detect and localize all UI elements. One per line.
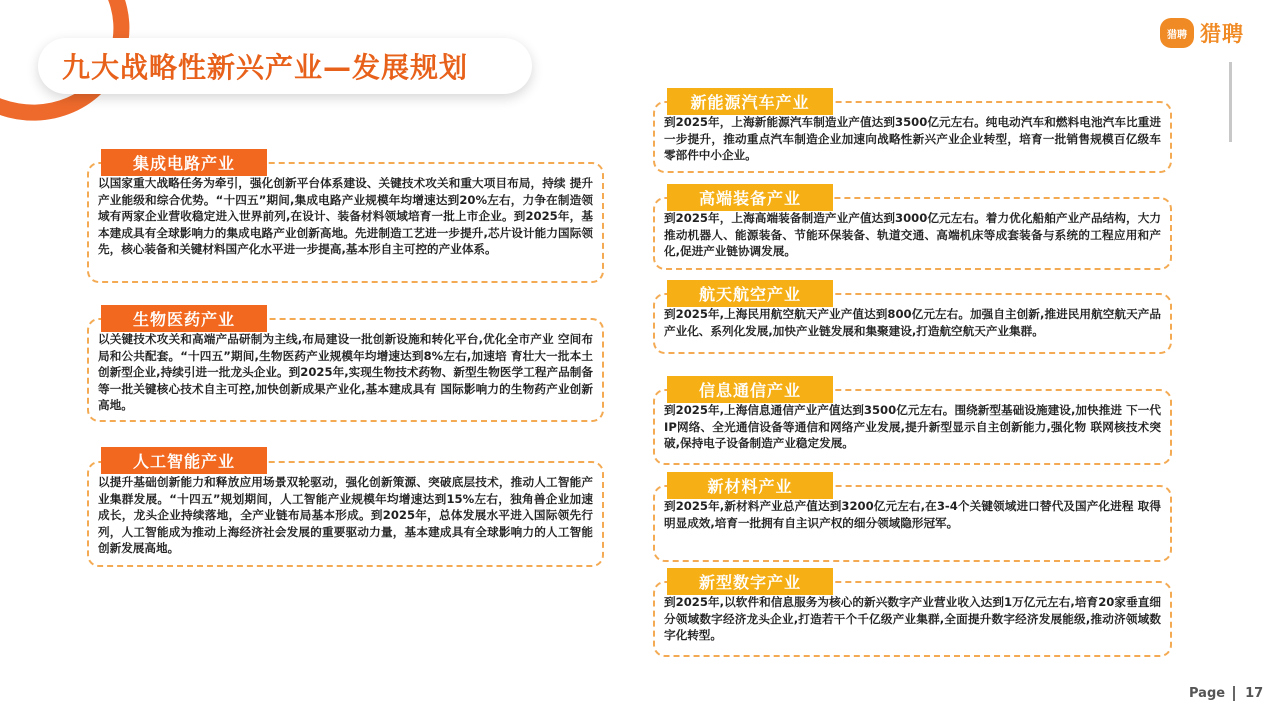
material-section-text: 到2025年,新材料产业总产值达到3200亿元左右,在3-4个关键领域进口替代及国产化进程 取得明显成效,培育一批拥有自主识产权的细分领域隐形冠军。	[664, 499, 1161, 530]
digital-section-title: 新型数字产业	[667, 568, 833, 595]
bio-section-text: 以关键技术攻关和高端产品研制为主线,布局建设一批创新设施和转化平台,优化全市产业 空间布局和公共配套。“十四五”期间,生物医药产业规模年均增速达到8%左右,加速培 育壮大一批本土创新型企业,持续引进一批龙头企业。到2025年,实现生物技术药物、新型生物医学工程产品制备等一批关键核心技术自主可控,加快创新成果产业化,基本建成具有 国际影响力的生物药产业创新高地。	[98, 332, 593, 413]
footer-divider	[1233, 686, 1235, 701]
ict-section-title: 信息通信产业	[667, 376, 833, 403]
ic-section-title: 集成电路产业	[101, 149, 267, 176]
ai-section-text: 以提升基础创新能力和释放应用场景双轮驱动，强化创新策源、突破底层技术，推动人工智能产业集群发展。“十四五”规划期间，人工智能产业规模年均增速达到15%左右，独角兽企业加速成长，龙头企业持续落地，全产业链布局基本形成。到2025年，总体发展水平进入国际领先行列，人工智能成为推动上海经济社会发展的重要驱动力量，基本建成具有全球影响力的人工智能创新发展高地。	[98, 475, 593, 556]
aero-section-title: 航天航空产业	[667, 280, 833, 307]
page-title-pill	[38, 38, 532, 94]
ict-section-text: 到2025年,上海信息通信产业产值达到3500亿元左右。围绕新型基础设施建设,加快推进 下一代IP网络、全光通信设备等通信和网络产业发展,提升新型显示自主创新能力,强化物 联网核技术突破,保持电子设备制造产业稳定发展。	[664, 403, 1161, 451]
equip-section-title: 高端装备产业	[667, 184, 833, 211]
header-divider	[1229, 62, 1232, 142]
ai-section-box	[87, 461, 604, 567]
page-footer	[1189, 686, 1263, 701]
ic-section-box	[87, 162, 604, 283]
page-label: Page	[1189, 686, 1226, 701]
page-number: 17	[1245, 686, 1264, 701]
ai-section-title: 人工智能产业	[101, 447, 267, 474]
logo-chat-icon: 猎聘	[1160, 18, 1194, 48]
ic-section-text: 以国家重大战略任务为牵引，强化创新平台体系建设、关键技术攻关和重大项目布局，持续 提升产业能级和综合优势。“十四五”期间,集成电路产业规模年均增速达到20%左右，力争在制造领域有两家企业营收稳定进入世界前列,在设计、装备材料领域培育一批上市企业。到2025年，基本建成具有全球影响力的集成电路产业创新高地。先进制造工艺进一步提升,芯片设计能力国际领先，核心装备和关键材料国产化水平进一步提高,基本形自主可控的产业体系。	[98, 176, 593, 257]
material-section-title: 新材料产业	[667, 472, 833, 499]
bio-section-title: 生物医药产业	[101, 305, 267, 332]
nev-section-text: 到2025年，上海新能源汽车制造业产值达到3500亿元左右。纯电动汽车和燃料电池汽车比重进一步提升，推动重点汽车制造企业加速向战略性新兴产业企业转型，培育一批销售规模百亿级车零部件中小企业。	[664, 115, 1161, 163]
page-title: 九大战略性新兴产业—发展规划	[62, 51, 469, 84]
equip-section-text: 到2025年，上海高端装备制造产业产值达到3000亿元左右。着力优化船舶产业产品结构，大力推动机器人、能源装备、节能环保装备、轨道交通、高端机床等成套装备与系统的工程应用和产化,促进产业链协调发展。	[664, 211, 1161, 259]
aero-section-text: 到2025年,上海民用航空航天产业产值达到800亿元左右。加强自主创新,推进民用航空航天产品产业化、系列化发展,加快产业链发展和集聚建设,打造航空航天产业集群。	[664, 307, 1161, 338]
nev-section-title: 新能源汽车产业	[667, 88, 833, 115]
logo-text: 猎聘	[1200, 22, 1244, 46]
digital-section-text: 到2025年,以软件和信息服务为核心的新兴数字产业营业收入达到1万亿元左右,培育20家垂直细分领域数字经济龙头企业,打造若干个千亿级产业集群,全面提升数字经济发展能级,推动济领域数字化转型。	[664, 595, 1161, 643]
bio-section-box	[87, 318, 604, 422]
liepin-logo	[1160, 18, 1244, 48]
